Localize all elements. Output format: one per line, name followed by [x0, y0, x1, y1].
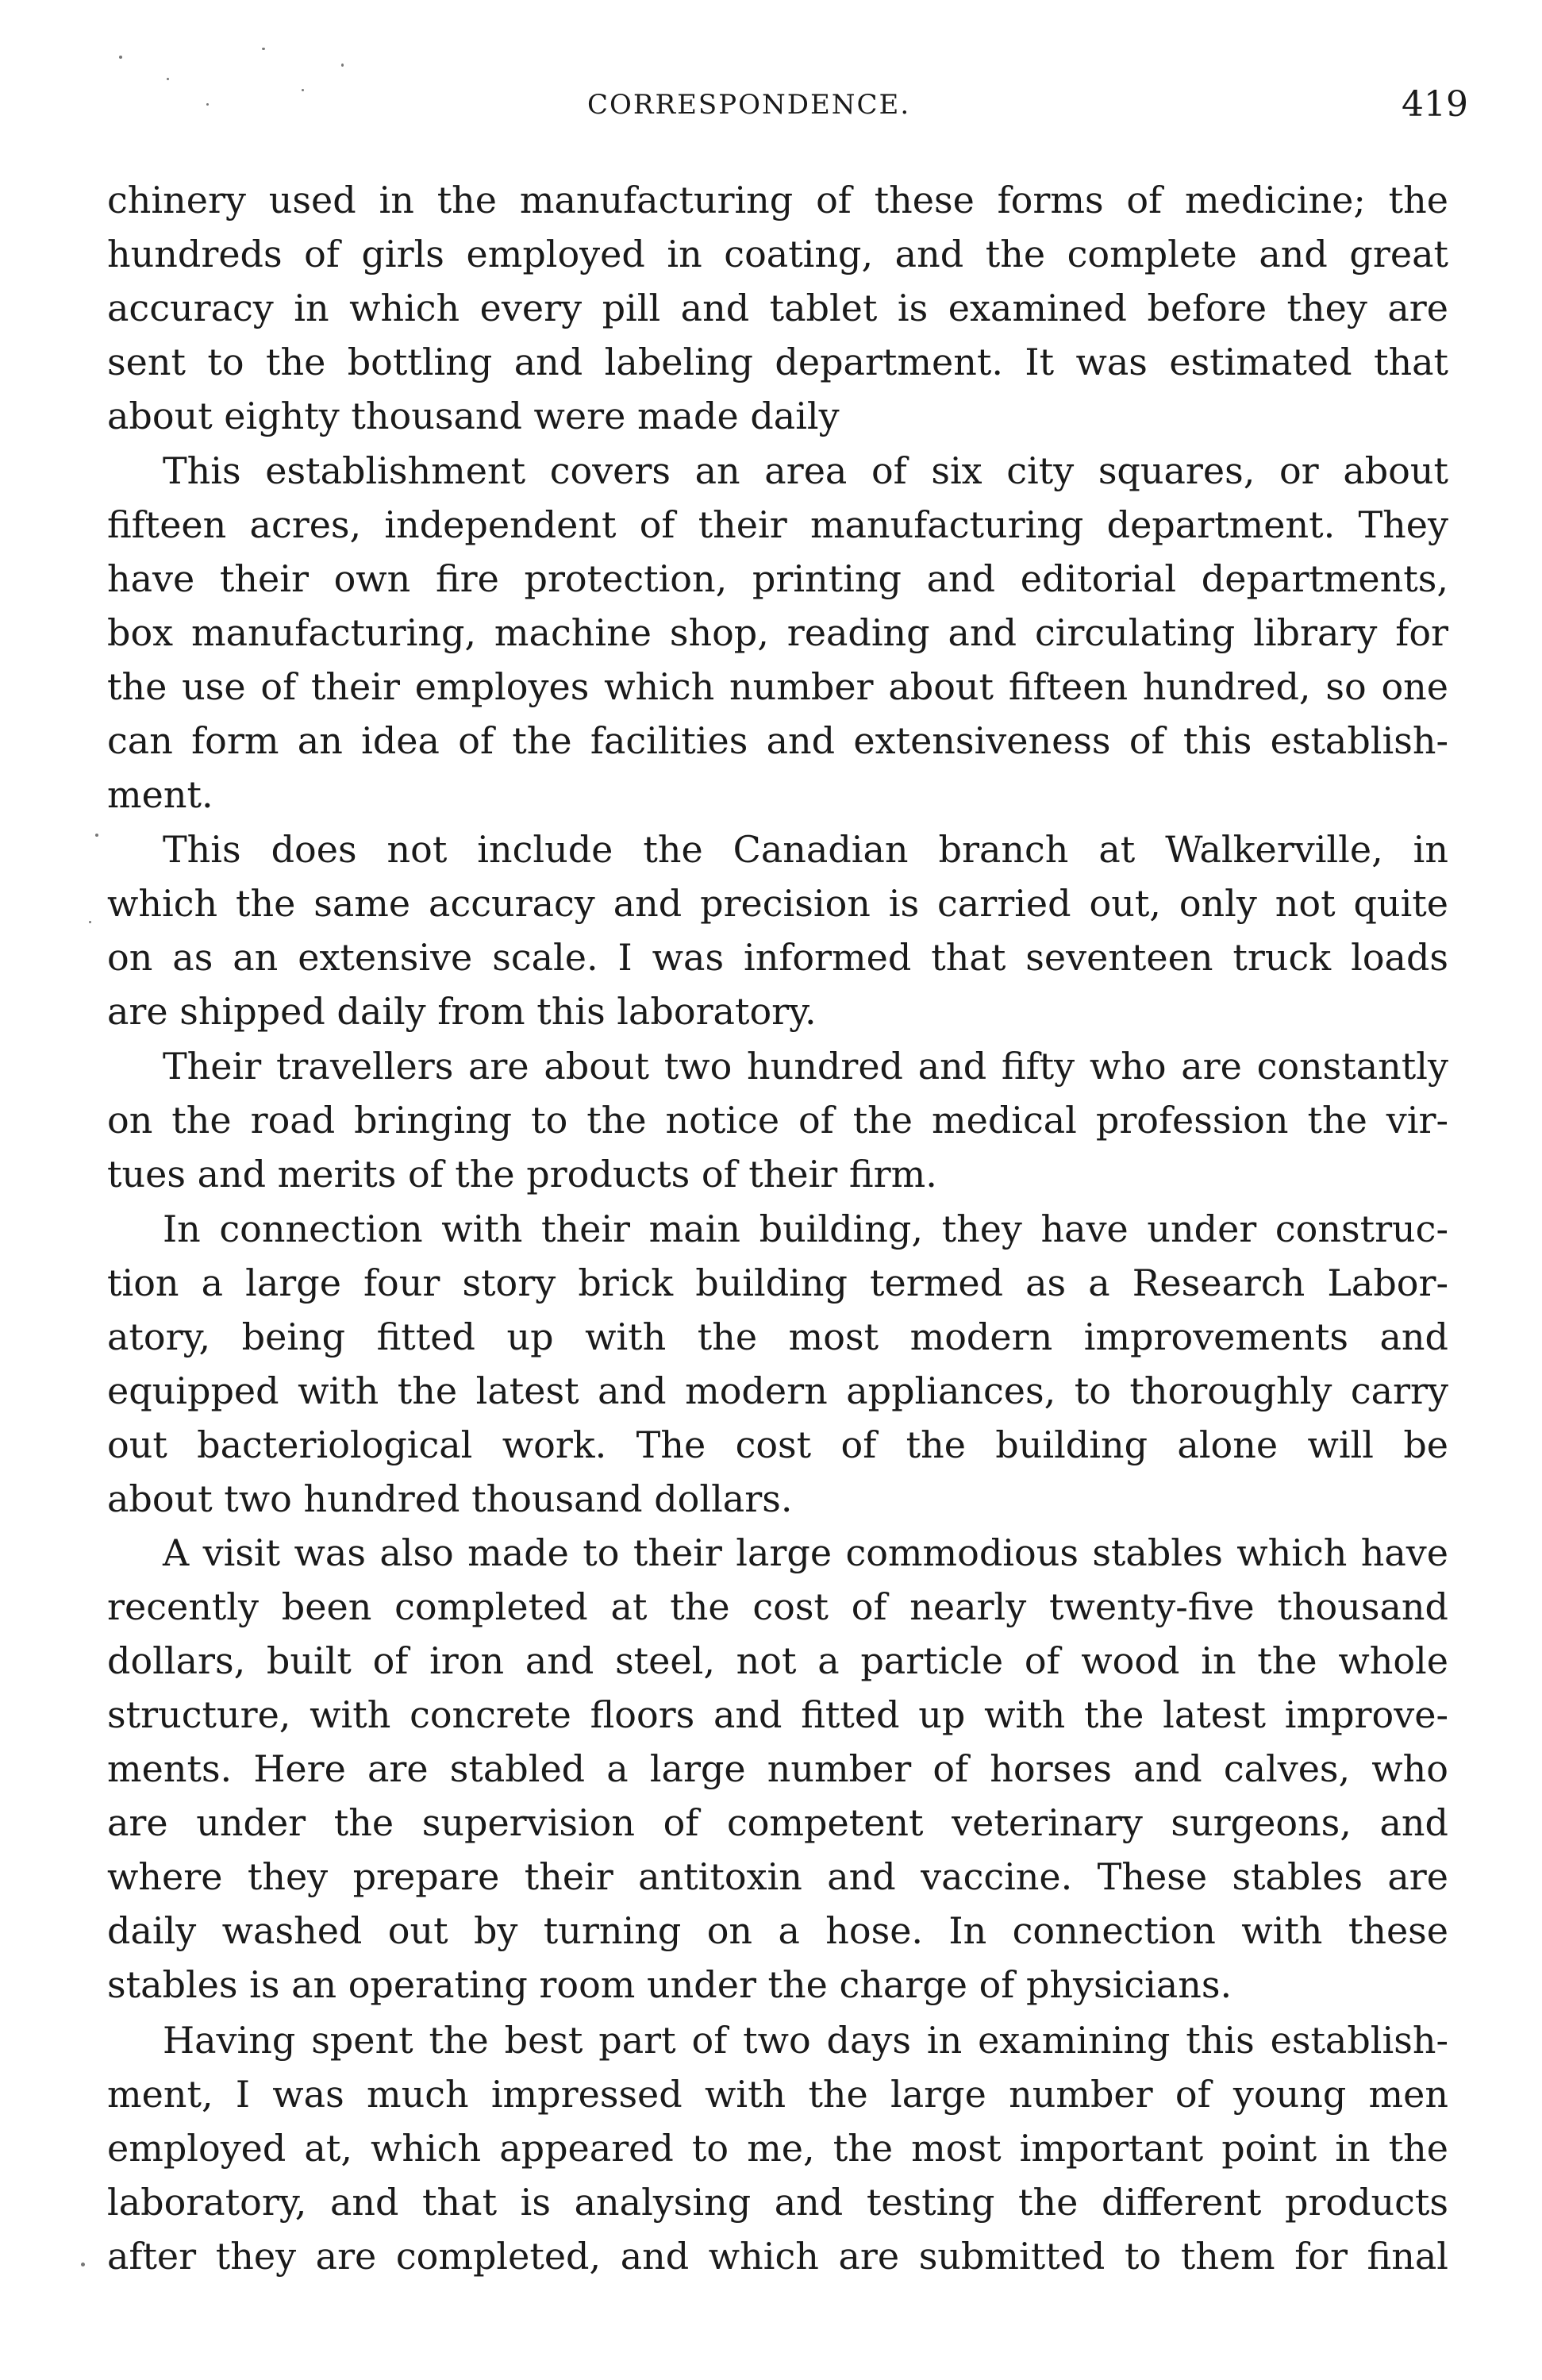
paragraph-start-line: Having spent the best part of two days in examining this establish-	[163, 2019, 1448, 2062]
text-line: are shipped daily from this laboratory.	[107, 990, 817, 1033]
page-header	[0, 84, 1542, 137]
text-line: are under the supervision of competent veterinary surgeons, and	[107, 1801, 1448, 1844]
text-line: tion a large four story brick building termed as a Research Labor-	[107, 1261, 1448, 1304]
text-line: sent to the bottling and labeling department. It was estimated that	[107, 341, 1448, 383]
text-line: which the same accuracy and precision is carried out, only not quite	[107, 882, 1448, 925]
scan-speck	[341, 64, 344, 67]
text-line: about eighty thousand were made daily	[107, 395, 840, 437]
text-line: laboratory, and that is analysing and testing the different products	[107, 2181, 1448, 2224]
text-line: accuracy in which every pill and tablet is examined before they are	[107, 287, 1448, 329]
text-line: daily washed out by turning on a hose. In connection with these	[107, 1909, 1448, 1952]
text-line: employed at, which appeared to me, the most important point in the	[107, 2127, 1448, 2170]
paragraph-start-line: A visit was also made to their large commodious stables which have	[163, 1531, 1448, 1574]
scan-speck	[206, 103, 209, 106]
text-line: dollars, built of iron and steel, not a particle of wood in the whole	[107, 1639, 1448, 1682]
text-line: where they prepare their antitoxin and vaccine. These stables are	[107, 1855, 1448, 1898]
text-line: ments. Here are stabled a large number of horses and calves, who	[107, 1747, 1448, 1790]
text-line: after they are completed, and which are submitted to them for final	[107, 2235, 1448, 2278]
text-line: the use of their employes which number about fifteen hundred, so one	[107, 665, 1448, 708]
scan-speck	[81, 2263, 85, 2266]
text-line: recently been completed at the cost of nearly twenty-five thousand	[107, 1585, 1448, 1628]
text-line: on as an extensive scale. I was informed that seventeen truck loads	[107, 936, 1448, 979]
text-line: can form an idea of the facilities and extensiveness of this establish-	[107, 719, 1448, 762]
scan-speck	[119, 56, 122, 59]
text-line: tues and merits of the products of their firm.	[107, 1153, 937, 1196]
paragraph-start-line: Their travellers are about two hundred and fifty who are constantly	[163, 1045, 1448, 1088]
text-line: out bacteriological work. The cost of the building alone will be	[107, 1423, 1448, 1466]
text-line: chinery used in the manufacturing of these forms of medicine; the	[107, 179, 1448, 221]
scan-speck	[95, 834, 98, 837]
paragraph-start-line: This establishment covers an area of six city squares, or about	[163, 449, 1448, 492]
text-line: stables is an operating room under the charge of physicians.	[107, 1963, 1232, 2006]
text-line: ment.	[107, 773, 213, 816]
paragraph-start-line: In connection with their main building, they have under construc-	[163, 1207, 1448, 1250]
text-line: ment, I was much impressed with the large number of young men	[107, 2073, 1448, 2116]
scan-speck	[302, 89, 304, 91]
text-line: hundreds of girls employed in coating, and the complete and great	[107, 233, 1448, 275]
text-line: box manufacturing, machine shop, reading and circulating library for	[107, 611, 1448, 654]
scan-speck	[262, 48, 265, 50]
text-line: equipped with the latest and modern appliances, to thoroughly carry	[107, 1369, 1448, 1412]
page-number: 419	[1402, 84, 1468, 125]
text-line: on the road bringing to the notice of the medical profession the vir-	[107, 1099, 1448, 1142]
text-line: structure, with concrete floors and fitted up with the latest improve-	[107, 1693, 1448, 1736]
scan-speck	[89, 921, 91, 923]
text-line: about two hundred thousand dollars.	[107, 1477, 793, 1520]
text-line: atory, being fitted up with the most modern improvements and	[107, 1315, 1448, 1358]
text-line: fifteen acres, independent of their manufacturing department. They	[107, 503, 1448, 546]
running-head: CORRESPONDENCE.	[587, 89, 911, 121]
text-line: have their own fire protection, printing and editorial departments,	[107, 557, 1448, 600]
scan-speck	[167, 78, 169, 80]
paragraph-start-line: This does not include the Canadian branch at Walkerville, in	[163, 828, 1448, 871]
